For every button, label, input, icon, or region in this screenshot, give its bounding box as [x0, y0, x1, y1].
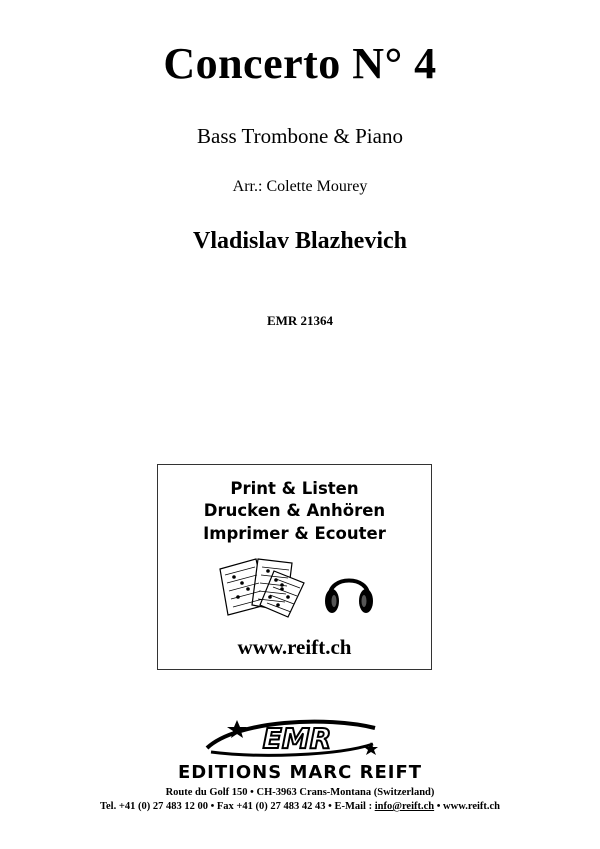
- promo-line-english: Print & Listen: [230, 479, 359, 498]
- arranger: Arr.: Colette Mourey: [232, 178, 368, 195]
- composer-name: Vladislav Blazhevich: [192, 228, 408, 254]
- publisher-contact: [0, 801, 600, 812]
- email-link[interactable]: info@reift.ch: [374, 801, 435, 812]
- print-listen-box: [157, 464, 432, 670]
- contact-suffix: • www.reift.ch: [434, 801, 501, 812]
- score-title: Concerto N° 4: [163, 39, 437, 88]
- contact-prefix: Tel. +41 (0) 27 483 12 00 • Fax +41 (0) 27 483 42 43 • E-Mail :: [99, 801, 375, 812]
- publisher-address: Route du Golf 150 • CH-3963 Crans-Montana (Switzerland): [165, 787, 435, 798]
- emr-logo: [197, 714, 387, 762]
- instrumentation: Bass Trombone & Piano: [197, 124, 403, 148]
- headphones-icon: [322, 563, 376, 619]
- promo-url[interactable]: www.reift.ch: [237, 635, 352, 659]
- catalog-number: EMR 21364: [266, 313, 334, 328]
- promo-line-french: Imprimer & Ecouter: [203, 524, 386, 543]
- publisher-name: EDITIONS MARC REIFT: [177, 762, 423, 783]
- sheet-music-icon: [216, 553, 308, 619]
- emr-logo-text: EMR: [262, 722, 332, 755]
- promo-line-german: Drucken & Anhören: [203, 501, 386, 520]
